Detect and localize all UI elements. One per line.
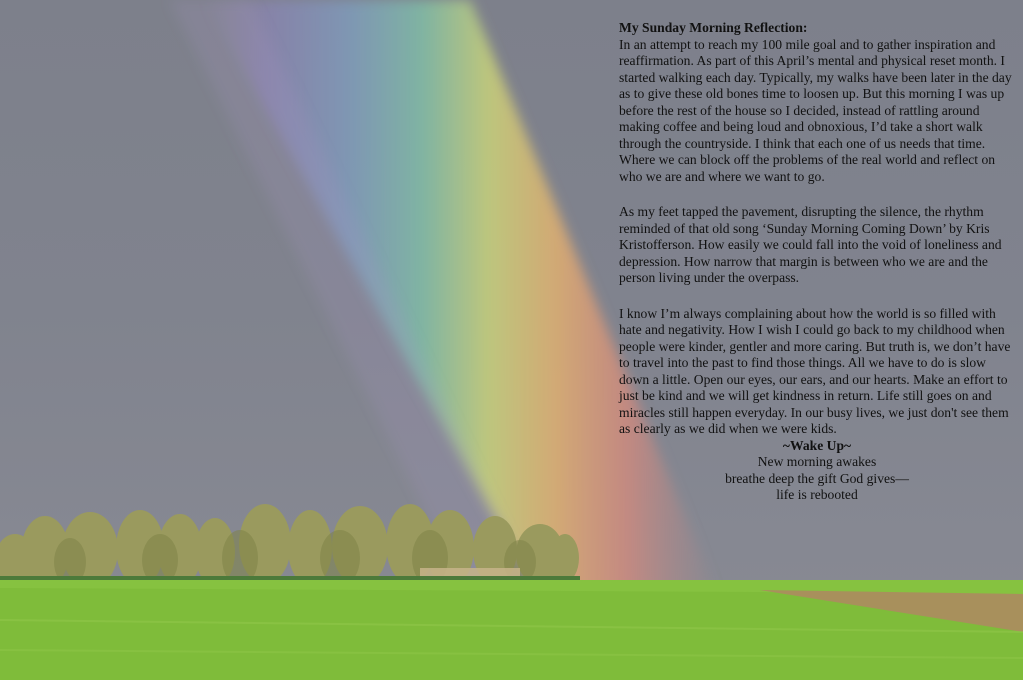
- tree-line: [0, 500, 600, 590]
- poem-line: life is rebooted: [776, 487, 858, 502]
- haiku-poem: [619, 438, 1015, 504]
- green-field: [0, 580, 1023, 680]
- reflection-text: [619, 20, 1015, 504]
- poem-title: ~Wake Up~: [782, 437, 852, 453]
- paragraph-2: As my feet tapped the pavement, disrupting the silence, the rhythm reminded of that old song ‘Sunday Morning Coming Down’ by Kris Kristofferson. How easily we could fall into the void of loneliness and depression. How narrow that margin is between who we are and the person living under the overpass.: [619, 204, 1002, 285]
- reflection-title: My Sunday Morning Reflection:: [619, 20, 808, 35]
- paragraph-1: In an attempt to reach my 100 mile goal and to gather inspiration and reaffirmation. As part of this April’s mental and physical reset month. I started walking each day. Typically, my walks have been later in the day as to give these old bones time to loosen up. But this morning I was up before the rest of the house so I decided, instead of rattling around making coffee and being loud and obnoxious, I’d take a short walk through the countryside. I think that each one of us needs that time. Where we can block off the problems of the real world and reflect on who we are and where we want to go.: [619, 36, 1012, 184]
- poem-line: New morning awakes: [757, 454, 877, 469]
- poem-line: breathe deep the gift God gives—: [725, 470, 909, 486]
- paragraph-3: I know I’m always complaining about how the world is so filled with hate and negativity. How I wish I could go back to my childhood when people were kinder, gentler and more caring. But truth is, we don’t have to travel into the past to find those things. All we have to do is slow down a little. Open our eyes, our ears, and our hearts. Make an effort to just be kind and we will get kindness in return. Life still goes on and miracles still happen everyday. In our busy lives, we just don't see them as clearly as we did when we were kids.: [619, 305, 1011, 436]
